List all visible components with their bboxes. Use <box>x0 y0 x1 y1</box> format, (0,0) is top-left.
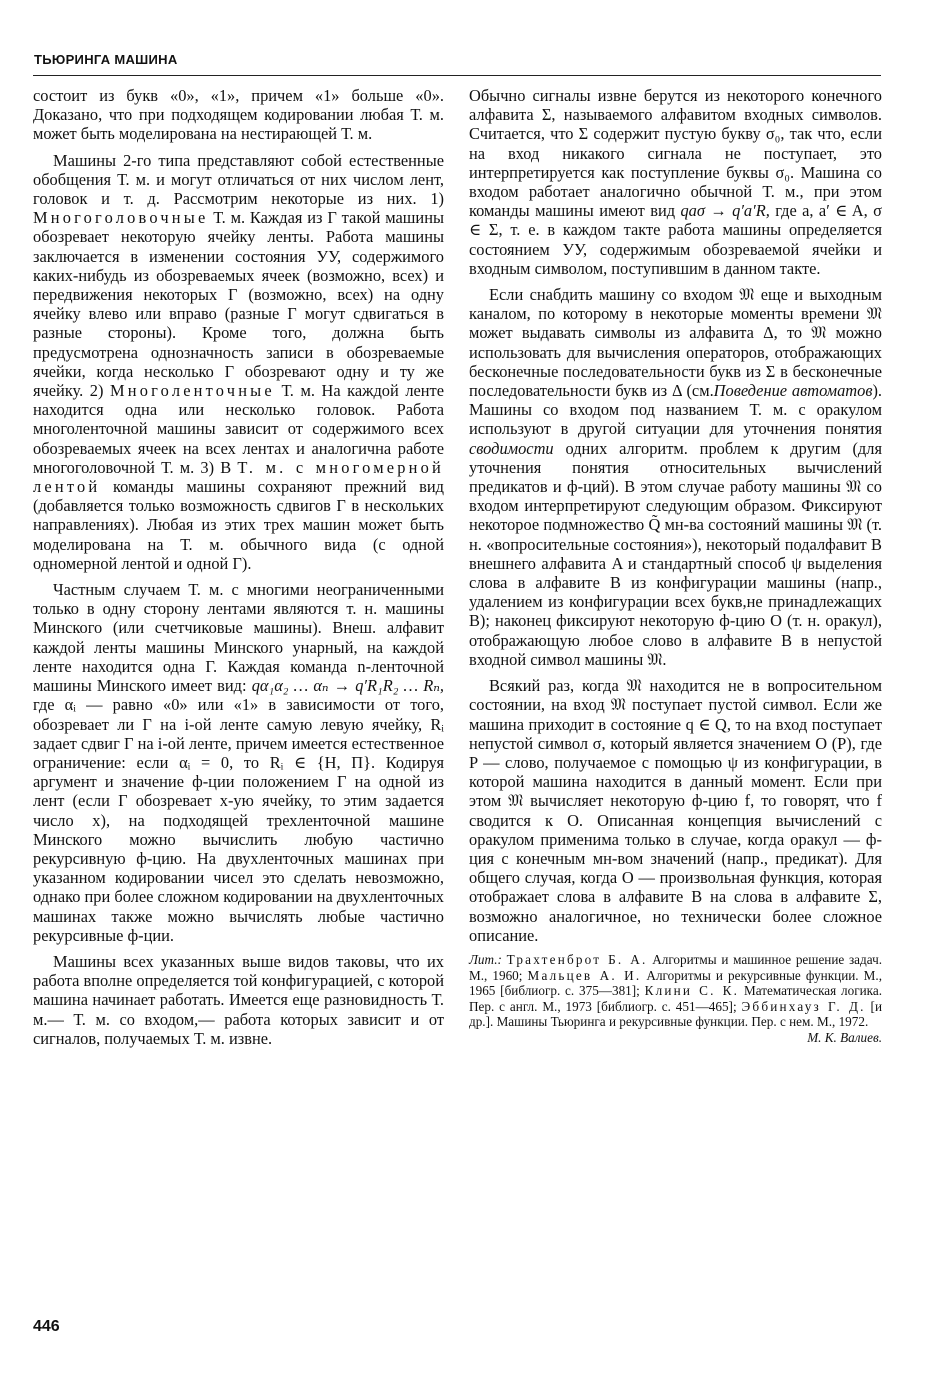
text-run: ). Машины со входом под названием Т. м. с оракулом используют в другой ситуации для уточнения понятия <box>469 381 883 439</box>
page-number: 446 <box>33 1318 60 1335</box>
running-title: ТЬЮРИНГА МАШИНА <box>34 52 178 67</box>
text-run: Т. м. Каждая из Г такой машины обозревает некоторую ячейку ленты. Работа машины заключается в изменении состояния УУ, содержимого каких-нибудь из обозреваемых ячеек (возможно, всех) и передвижения некоторых Г (возможно, всех) на одну ячейку влево или вправо (разные Г могут сдвигаться в разные стороны). Кроме того, должна быть предусмотрена однозначность записи в обозреваемые ячейки, когда несколько Г обозревают одну и ту же ячейку. 2) <box>33 208 444 401</box>
paragraph <box>33 580 444 945</box>
lit-title: Алгоритмы и машинное решение задач. М., 1960; <box>469 951 882 983</box>
paragraph <box>469 86 882 278</box>
header-rule <box>33 75 881 76</box>
text-run: где αᵢ — равно «0» или «1» в зависимости от того, обозревает ли Г на i-ой ленте самую левую ячейку, Rᵢ задает сдвиг Г на i-ой ленте, причем имеется естественное ограничение: если αᵢ = 0, то Rᵢ ∈ {Н, П}. Кодируя аргумент и значение ф-ции положением Г на одной из лент (если Г обозревает x-ую ячейку, то этим задается число x), на подходящей трехленточной машине Минского можно вычислить любую частично рекурсивную ф-цию. На двухленточных машинах при указанном кодировании чисел это сделать невозможно, однако при более сложном кодировании на двухленточных машинах также можно вычислять любые частично рекурсивные ф-ции. <box>33 695 444 945</box>
bibliography <box>469 952 882 1030</box>
lit-title: [и др.]. Машины Тьюринга и рекурсивные функции. Пер. с нем. М., 1972. <box>469 998 882 1030</box>
formula: qaσ → q′a′R, <box>680 201 770 221</box>
paragraph <box>469 285 882 669</box>
paragraph: Машины всех указанных выше видов таковы, что их работа вполне определяется той конфигурацией, с которой машина начинает работать. Имеется еще разновидность Т. м.— Т. м. со входом,— работа которых зависит и от сигналов, получаемых Т. м. извне. <box>33 951 444 1048</box>
spaced-term: Многоголовочные <box>33 208 209 228</box>
cross-reference: Поведение автоматов <box>713 381 873 401</box>
paragraph: состоит из букв «0», «1», причем «1» больше «0». Доказано, что при подходящем кодировании любая Т. м. может быть моделирована на нестирающей Т. м. <box>33 86 444 144</box>
text-run: Частным случаем Т. м. с многими неограниченными только в одну сторону лентами являются т. н. машины Минского (или счетчиковые машины). Внеш. алфавит каждой ленты машины Минского унарный, на каждой ленте находится одна Г. Каждая команда n-ленточной машины Минского имеет вид: <box>33 580 444 696</box>
formula: qα₁α₂ … αₙ → q′R₁R₂ … Rₙ, <box>251 676 444 696</box>
lit-author: Трахтенброт Б. А. <box>506 951 648 967</box>
left-column <box>33 86 444 1055</box>
text-run: где a, a′ ∈ A, σ ∈ Σ, т. е. в каждом такте работа машины определяется состоянием УУ, содержимым обозреваемой ячейки и входным символом, поступившим в данном такте. <box>469 201 882 278</box>
text-run: команды машины сохраняют прежний вид (добавляется только возможность сдвигов Г в нескольких направлениях). Любая из этих трех машин может быть моделирована на Т. м. обычного вида (с одной одномерной лентой и одной Г). <box>33 477 444 573</box>
lit-title: Математическая логика. Пер. с англ. М., 1973 [библиогр. с. 451—465]; <box>469 983 883 1014</box>
lit-title: Алгоритмы и рекурсивные функции. М., 1965 [библиогр. с. 375—381]; <box>469 967 883 999</box>
text-run: Т. м. На каждой ленте находится одна или несколько головок. Работа многоленточной машины зависит от содержимого всех обозреваемых ячеек на всех лентах и аналогична работе многоголовочной Т. м. 3) В <box>33 381 444 477</box>
lit-label: Лит.: <box>469 951 502 967</box>
article-author: М. К. Валиев. <box>807 1029 882 1045</box>
spaced-term: Многоленточные <box>109 381 275 401</box>
text-run: Если снабдить машину со входом 𝔐 еще и выходным каналом, по которому в некоторые моменты времени 𝔐 может выдавать символы из алфавита Δ, то 𝔐 можно использовать для вычисления операторов, отображающих бесконечные последовательности букв из Σ в бесконечные последовательности букв из Δ (см. <box>469 285 882 401</box>
lit-author: Мальцев А. И. <box>527 967 642 983</box>
lit-author: Клини С. К. <box>644 983 740 999</box>
term: сводимости <box>469 438 554 458</box>
text-run: Обычно сигналы извне берутся из некоторого конечного алфавита Σ, называемого алфавитом входных символов. Считается, что Σ содержит пустую букву σ₀, так что, если на вход никакого сигнала не поступает, это интерпретируется как поступление буквы σ₀. Машина со входом работает аналогично обычной Т. м., при этом команды машины имеют вид <box>469 86 882 221</box>
paragraph: Всякий раз, когда 𝔐 находится не в вопросительном состоянии, на вход 𝔐 поступает пустой символ. Если же машина приходит в состояние q ∈ Q, то на вход поступает непустой символ σ, который является значением O (P), где P — слово, получаемое с помощью ψ из конфигурации, в которой машина находится в данный момент. Если при этом 𝔐 вычисляет некоторую ф-цию f, то говорят, что f сводится к O. Описанная концепция вычислений с оракулом применима только в случае, когда оракул — ф-ция с конечным мн-вом значений (напр., предикат). Для общего случая, когда O — произвольная функция, которая отображает слова в алфавите B на слова в алфавите Σ, возможно аналогичное, но технически более сложное описание. <box>469 676 882 945</box>
paragraph <box>33 151 444 573</box>
lit-author: Эббинхауз Г. Д. <box>741 998 866 1014</box>
text-run: Машины 2-го типа представляют собой естественные обобщения Т. м. и могут отличаться от них числом лент, головок и т. д. Рассмотрим некоторые из них. 1) <box>33 150 444 209</box>
text-run: одних алгоритм. проблем к другим (для уточнения понятия относительных вычислений предикатов и ф-ций). В этом случае работу машины 𝔐 со входом интерпретируют следующим образом. Фиксируют некоторое подмножество Q̃ мн-ва состояний машины 𝔐 (т. н. «вопросительные состояния»), некоторый подалфавит B внешнего алфавита A и стандартный способ ψ выделения слова в алфавите B из конфигурации машины (напр., удалением из конфигурации всех букв,не принадлежащих B); наконец фиксируют некоторую ф-цию O (т. н. оракул), отображающую любое слово в алфавите B в непустой входной символ машины 𝔐. <box>469 438 882 669</box>
right-column <box>469 86 882 1046</box>
spaced-term: Т. м. с многомерной лентой <box>33 457 444 497</box>
